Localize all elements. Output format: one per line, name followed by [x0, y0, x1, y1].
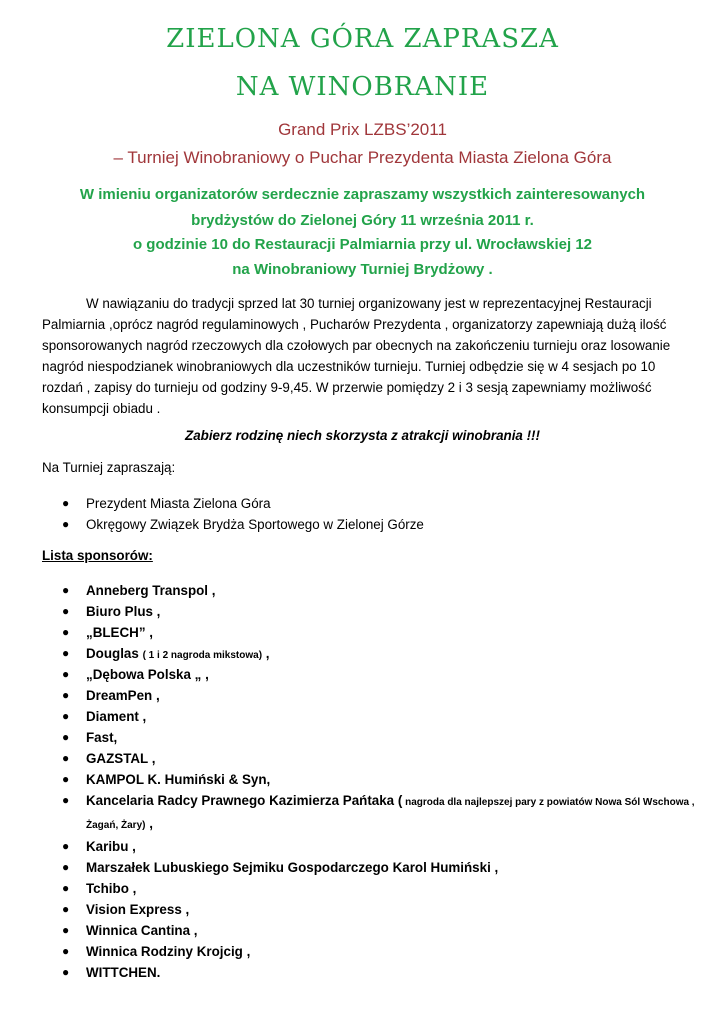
- sponsor-name: GAZSTAL ,: [86, 751, 156, 766]
- sponsors-list: [62, 580, 725, 983]
- sponsors-heading: Lista sponsorów:: [42, 548, 153, 563]
- sponsor-name: Douglas: [86, 646, 139, 661]
- sponsor-tail: ,: [145, 816, 153, 831]
- list-item: [62, 899, 725, 920]
- sponsor-note: ( 1 i 2 nagroda mikstowa): [142, 650, 263, 661]
- list-item: [62, 706, 725, 727]
- bullet-icon: ●: [62, 688, 70, 702]
- sponsor-name: Tchibo ,: [86, 881, 137, 896]
- invitation-line-1: W imieniu organizatorów serdecznie zapraszamy wszystkich zainteresowanych: [79, 186, 646, 203]
- list-item: [62, 580, 725, 601]
- bullet-icon: ●: [62, 772, 70, 786]
- sponsor-name: Kancelaria Radcy Prawnego Kazimierza Pańtaka (: [86, 793, 403, 808]
- bullet-icon: ●: [62, 923, 70, 937]
- bullet-icon: ●: [62, 625, 70, 639]
- list-item: [62, 493, 424, 514]
- host-name: Prezydent Miasta Zielona Góra: [86, 496, 271, 511]
- sponsor-name: Diament ,: [86, 709, 147, 724]
- list-item: [62, 601, 725, 622]
- invitation-line-3: o godzinie 10 do Restauracji Palmiarnia przy ul. Wrocławskiej 12: [132, 236, 593, 253]
- hosts-intro: Na Turniej zapraszają:: [42, 460, 176, 475]
- list-item: [62, 748, 725, 769]
- sponsor-name: Anneberg Transpol ,: [86, 583, 216, 598]
- description-text: W nawiązaniu do tradycji sprzed lat 30 turniej organizowany jest w reprezentacyjnej Restauracji Palmiarnia ,oprócz nagród regulaminowych , Pucharów Prezydenta , organizatorzy zapewniają dużą ilość sponsorowanych nagród rzeczowych dla czołowych par obecnych na zakończeniu turnieju oraz losowanie nagród niespodzianek winobraniowych dla uczestników turnieju. Turniej odbędzie się w 4 sesjach po 10 rozdań , zapisy do turnieju od godziny 9-9,45. W przerwie pomiędzy 2 i 3 sesją zapewniamy możliwość konsumpcji obiadu .: [42, 296, 671, 416]
- bullet-icon: ●: [62, 730, 70, 744]
- sponsor-name: Fast,: [86, 730, 118, 745]
- title-line-2: NA WINOBRANIE: [235, 72, 490, 102]
- call-to-action: Zabierz rodzinę niech skorzysta z atrakcji winobrania !!!: [185, 428, 540, 443]
- invitation-line-2: brydżystów do Zielonej Góry 11 września 2011 r.: [191, 212, 534, 229]
- sponsor-name: Winnica Cantina ,: [86, 923, 198, 938]
- list-item: [62, 920, 725, 941]
- sponsor-name: Marszałek Lubuskiego Sejmiku Gospodarczego Karol Humiński ,: [86, 860, 499, 875]
- sponsor-name: WITTCHEN.: [86, 965, 161, 980]
- list-item: [62, 664, 725, 685]
- subtitle-line-2: – Turniej Winobraniowy o Puchar Prezydenta Miasta Zielona Góra: [113, 148, 612, 167]
- list-item: [62, 962, 725, 983]
- bullet-icon: ●: [62, 965, 70, 979]
- sponsor-note: nagroda dla najlepszej pary z powiatów Nowa Sól Wschowa , Żagań, Żary): [86, 797, 695, 831]
- list-item: [62, 514, 424, 535]
- host-name: Okręgowy Związek Brydża Sportowego w Zielonej Górze: [86, 517, 424, 532]
- bullet-icon: ●: [62, 709, 70, 723]
- sponsor-name: Vision Express ,: [86, 902, 190, 917]
- bullet-icon: ●: [62, 496, 70, 510]
- list-item: [62, 836, 725, 857]
- bullet-icon: ●: [62, 517, 70, 531]
- bullet-icon: ●: [62, 944, 70, 958]
- sponsor-name: KAMPOL K. Humiński & Syn,: [86, 772, 271, 787]
- bullet-icon: ●: [62, 646, 70, 660]
- sponsor-name: „Dębowa Polska „ ,: [86, 667, 209, 682]
- list-item: [62, 685, 725, 706]
- subtitle-line-1: Grand Prix LZBS’2011: [278, 120, 447, 139]
- bullet-icon: ●: [62, 667, 70, 681]
- bullet-icon: ●: [62, 583, 70, 597]
- title-line-1: ZIELONA GÓRA ZAPRASZA: [166, 24, 559, 54]
- list-item: [62, 941, 725, 962]
- bullet-icon: ●: [62, 902, 70, 916]
- sponsor-tail: ,: [262, 646, 270, 661]
- bullet-icon: ●: [62, 839, 70, 853]
- bullet-icon: ●: [62, 860, 70, 874]
- list-item: [62, 790, 725, 836]
- list-item: [62, 727, 725, 748]
- sponsor-name: DreamPen ,: [86, 688, 160, 703]
- sponsor-name: Karibu ,: [86, 839, 136, 854]
- sponsor-name: Biuro Plus ,: [86, 604, 161, 619]
- bullet-icon: ●: [62, 881, 70, 895]
- list-item: [62, 643, 725, 664]
- list-item: [62, 622, 725, 643]
- list-item: [62, 857, 725, 878]
- description-paragraph: [42, 293, 682, 419]
- hosts-list: [62, 493, 424, 535]
- invitation-line-4: na Winobraniowy Turniej Brydżowy .: [232, 261, 493, 278]
- sponsor-name: „BLECH” ,: [86, 625, 153, 640]
- bullet-icon: ●: [62, 604, 70, 618]
- sponsor-name: Winnica Rodziny Krojcig ,: [86, 944, 251, 959]
- bullet-icon: ●: [62, 751, 70, 765]
- list-item: [62, 878, 725, 899]
- bullet-icon: ●: [62, 793, 70, 807]
- list-item: [62, 769, 725, 790]
